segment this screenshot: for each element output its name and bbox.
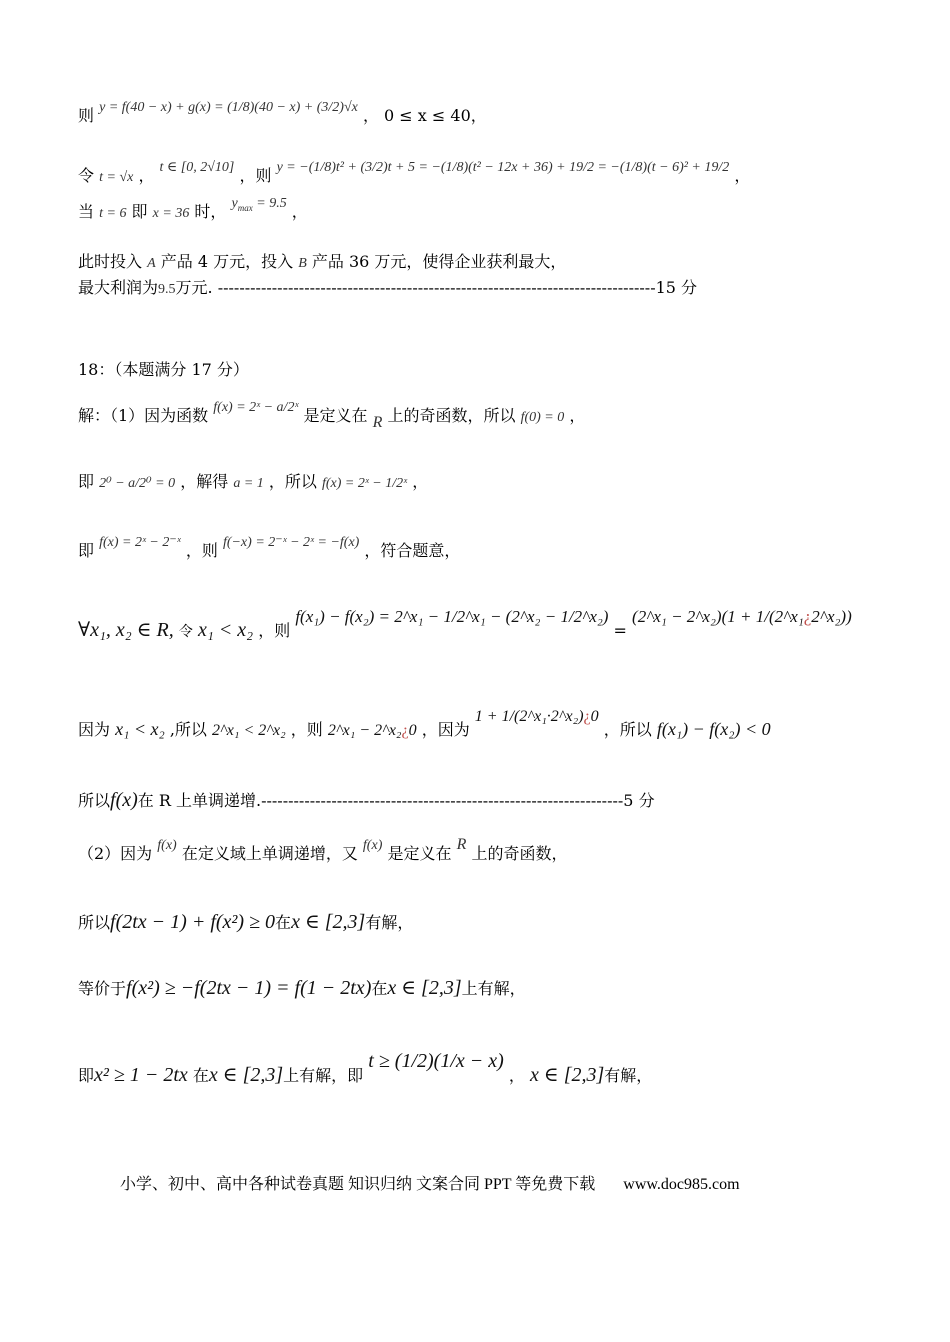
line-3: 当 t = 6 即 x = 36 时， $y_{max} = 9.5$ ， xyxy=(78,196,308,221)
formula: f(x²) ≥ −f(2tx − 1) = f(1 − 2tx) xyxy=(126,977,372,999)
line-14: 所以f(2tx − 1) + f(x²) ≥ 0在x ∈ [2,3]有解， xyxy=(78,911,414,933)
formula: f(2tx − 1) + f(x²) ≥ 0 xyxy=(110,911,276,933)
line-16: 即x² ≥ 1 − 2tx 在x ∈ [2,3]上有解，即 t ≥ (1/2)(1/x − x) ， x ∈ [2,3]有解， xyxy=(78,1050,653,1086)
line-9: 即 f(x) = 2ˣ − 2⁻ˣ ，则 f(−x) = 2⁻ˣ − 2ˣ = −f(x) ，符合题意， xyxy=(78,535,461,560)
formula: y = −(1/8)t² + (3/2)t + 5 = −(1/8)(t² − 12x + 36) + 19/2 = −(1/8)(t − 6)² + 19/2 xyxy=(276,160,730,175)
line-4: 此时投入 A 产品 4 万元，投入 B 产品 36 万元，使得企业获利最大， xyxy=(78,252,567,271)
line-8: 即 2⁰ − a/2⁰ = 0 ，解得 a = 1 ，所以 f(x) = 2ˣ − 1/2ˣ ， xyxy=(78,472,429,491)
formula: f(x₁) − f(x₂) = 2^x₁ − 1/2^x₁ − (2^x₂ − 1/2^x₂) xyxy=(295,607,609,626)
question-18-header: 18：（本题满分 17 分） xyxy=(78,360,249,379)
formula: t ≥ (1/2)(1/x − x) xyxy=(368,1050,504,1072)
line-11: 因为 x₁ < x₂ ,所以 2^x₁ < 2^x₂ ，则 2^x₁ − 2^x₂¿0 ，因为 1 + 1/(2^x₁·2^x₂)¿0 ，所以 f(x₁) − f(x₂) < 0 xyxy=(78,708,771,739)
formula: f(x) = 2ˣ − a/2ˣ xyxy=(213,400,299,415)
formula: (2^x₁ − 2^x₂)(1 + 1/(2^x₁ xyxy=(632,607,804,626)
line-7: 解：（1）因为函数 f(x) = 2ˣ − a/2ˣ 是定义在 R 上的奇函数，所以 f(0) = 0 ， xyxy=(78,400,586,431)
formula: t = √x xyxy=(99,170,134,185)
formula: 1 + 1/(2^x₁·2^x₂) xyxy=(474,708,584,725)
footer-text: 小学、初中、高中各种试卷真题 知识归纳 文案合同 PPT 等免费下载 xyxy=(120,1176,596,1193)
footer-site: www.doc985.com xyxy=(623,1176,740,1193)
line-2: 令 t = √x ， t ∈ [0, 2√10] ，则 y = −(1/8)t² + (3/2)t + 5 = −(1/8)(t² − 12x + 36) + 19/2 = −(1/8)(t − 6)² + 19/2 ， xyxy=(78,160,751,185)
formula: y = f(40 − x) + g(x) = (1/8)(40 − x) + (3/2)√x xyxy=(99,100,358,115)
formula: 2⁰ − a/2⁰ = 0 xyxy=(99,476,176,491)
line-10: ∀x₁, x₂ ∈ R, 令 x₁ < x₂ ，则 f(x₁) − f(x₂) = 2^x₁ − 1/2^x₁ − (2^x₂ − 1/2^x₂) = (2^x₁ − 2^x₂)(1 + 1/(2^x₁¿2^x₂)) xyxy=(78,607,852,641)
line-15: 等价于f(x²) ≥ −f(2tx − 1) = f(1 − 2tx)在x ∈ [2,3]上有解， xyxy=(78,977,526,999)
footer xyxy=(120,1171,740,1194)
line-13: （2）因为 f(x) 在定义域上单调递增，又 f(x) 是定义在 R 上的奇函数， xyxy=(78,836,568,863)
line-12: 所以f(x)在 R 上单调递增.-------------------------------------------------------------------5 分 xyxy=(78,789,655,811)
formula: f(x) = 2ˣ − 2⁻ˣ xyxy=(99,535,181,550)
formula: t ∈ [0, 2√10] xyxy=(159,160,235,175)
formula: f(−x) = 2⁻ˣ − 2ˣ = −f(x) xyxy=(222,535,360,550)
formula: f(x) = 2ˣ − 1/2ˣ xyxy=(321,476,408,491)
line-5: 最大利润为9.5万元. ---------------------------------------------------------------------------------15 分 xyxy=(78,278,698,297)
line-1: 则 y = f(40 − x) + g(x) = (1/8)(40 − x) + (3/2)√x ， 0 ≤ x ≤ 40， xyxy=(78,100,487,125)
